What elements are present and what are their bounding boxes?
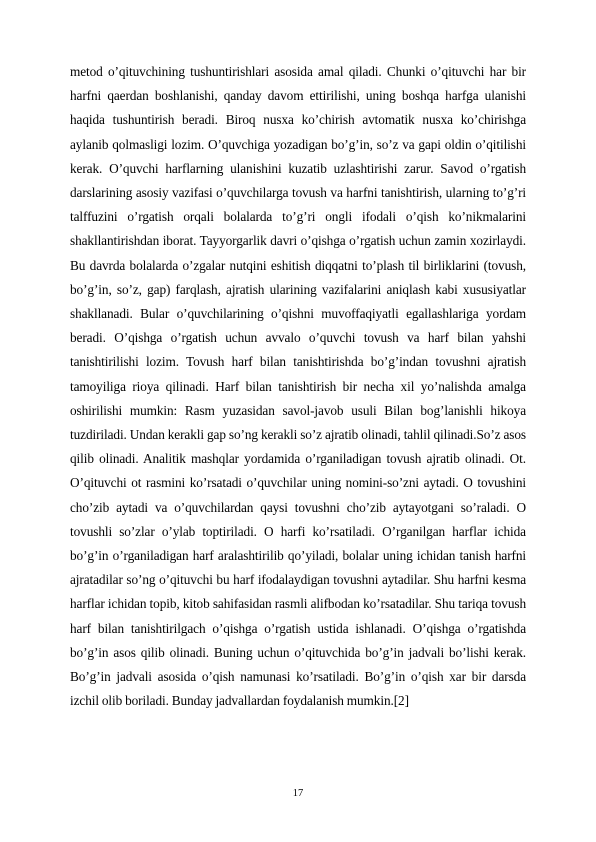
page-number: 17 [292, 788, 304, 799]
body-paragraph: metod o’qituvchining tushuntirishlari asosida amal qiladi. Chunki o’qituvchi har bir harfni qaerdan boshlanishi, qanday davom ettirilishi, uning boshqa harfga ulanishi haqida tushuntirish beradi. Biroq nusxa ko’chirish avtomatik nusxa ko’chirishga aylanib qolmasligi lozim. O’quvchiga yozadigan bo’g’in, so’z va gapi oldin o’qitilishi kerak. O’quvchi harflarning ulanishini kuzatib uzlashtirishi zarur. Savod o’rgatish darslarining asosiy vazifasi o’quvchilarga tovush va harfni tanishtirish, ularning to’g’ri talffuzini o’rgatish orqali bolalarda to’g’ri ongli ifodali o’qish ko’nikmalarini shakllantirishdan iborat. Tayyorgarlik davri o’qishga o’rgatish uchun zamin xozirlaydi. Bu davrda bolalarda o’zgalar nutqini eshitish diqqatni to’plash til birliklarini (tovush, bo’g’in, so’z, gap) farqlash, ajratish ularining vazifalarini aniqlash kabi xususiyatlar shakllanadi. Bular o’quvchilarining o’qishni muvoffaqiyatli egallashlariga yordam beradi. O’qishga o’rgatish uchun avvalo o’quvchi tovush va harf bilan yahshi tanishtirilishi lozim. Tovush harf bilan tanishtirishda bo’g’indan tovushni ajratish tamoyiliga rioya qilinadi. Harf bilan tanishtirish bir necha xil yo’nalishda amalga oshirilishi mumkin: Rasm yuzasidan savol-javob usuli Bilan bog’lanishli hikoya tuzdiriladi. Undan kerakli gap so’ng kerakli so’z ajratib olinadi, tahlil qilinadi.So’z asos qilib olinadi. Analitik mashqlar yordamida o’rganiladigan tovush ajratib olinadi. Ot. O’qituvchi ot rasmini ko’rsatadi o’quvchilar uning nomini-so’zni aytadi. O tovushini cho’zib aytadi va o’quvchilardan qaysi tovushni cho’zib aytayotgani so’raladi. O tovushli so’zlar o’ylab toptiriladi. O harfi ko’rsatiladi. O’rganilgan harflar ichida bo’g’in o’rganiladigan harf aralashtirilib qo’yiladi, bolalar uning ichidan tanish harfni ajratadilar so’ng o’qituvchi bu harf ifodalaydigan tovushni aytadilar. Shu harfni kesma harflar ichidan topib, kitob sahifasidan rasmli alifbodan ko’rsatadilar. Shu tariqa tovush harf bilan tanishtirilgach o’qishga o’rgatish ustida ishlanadi. O’qishga o’rgatishda bo’g’in asos qilib olinadi. Buning uchun o’qituvchida bo’g’in jadvali bo’lishi kerak. Bo’g’in jadvali asosida o’qish namunasi ko’rsatiladi. Bo’g’in o’qish xar bir darsda izchil olib boriladi. Bunday jadvallardan foydalanish mumkin.[2] [70, 64, 526, 709]
